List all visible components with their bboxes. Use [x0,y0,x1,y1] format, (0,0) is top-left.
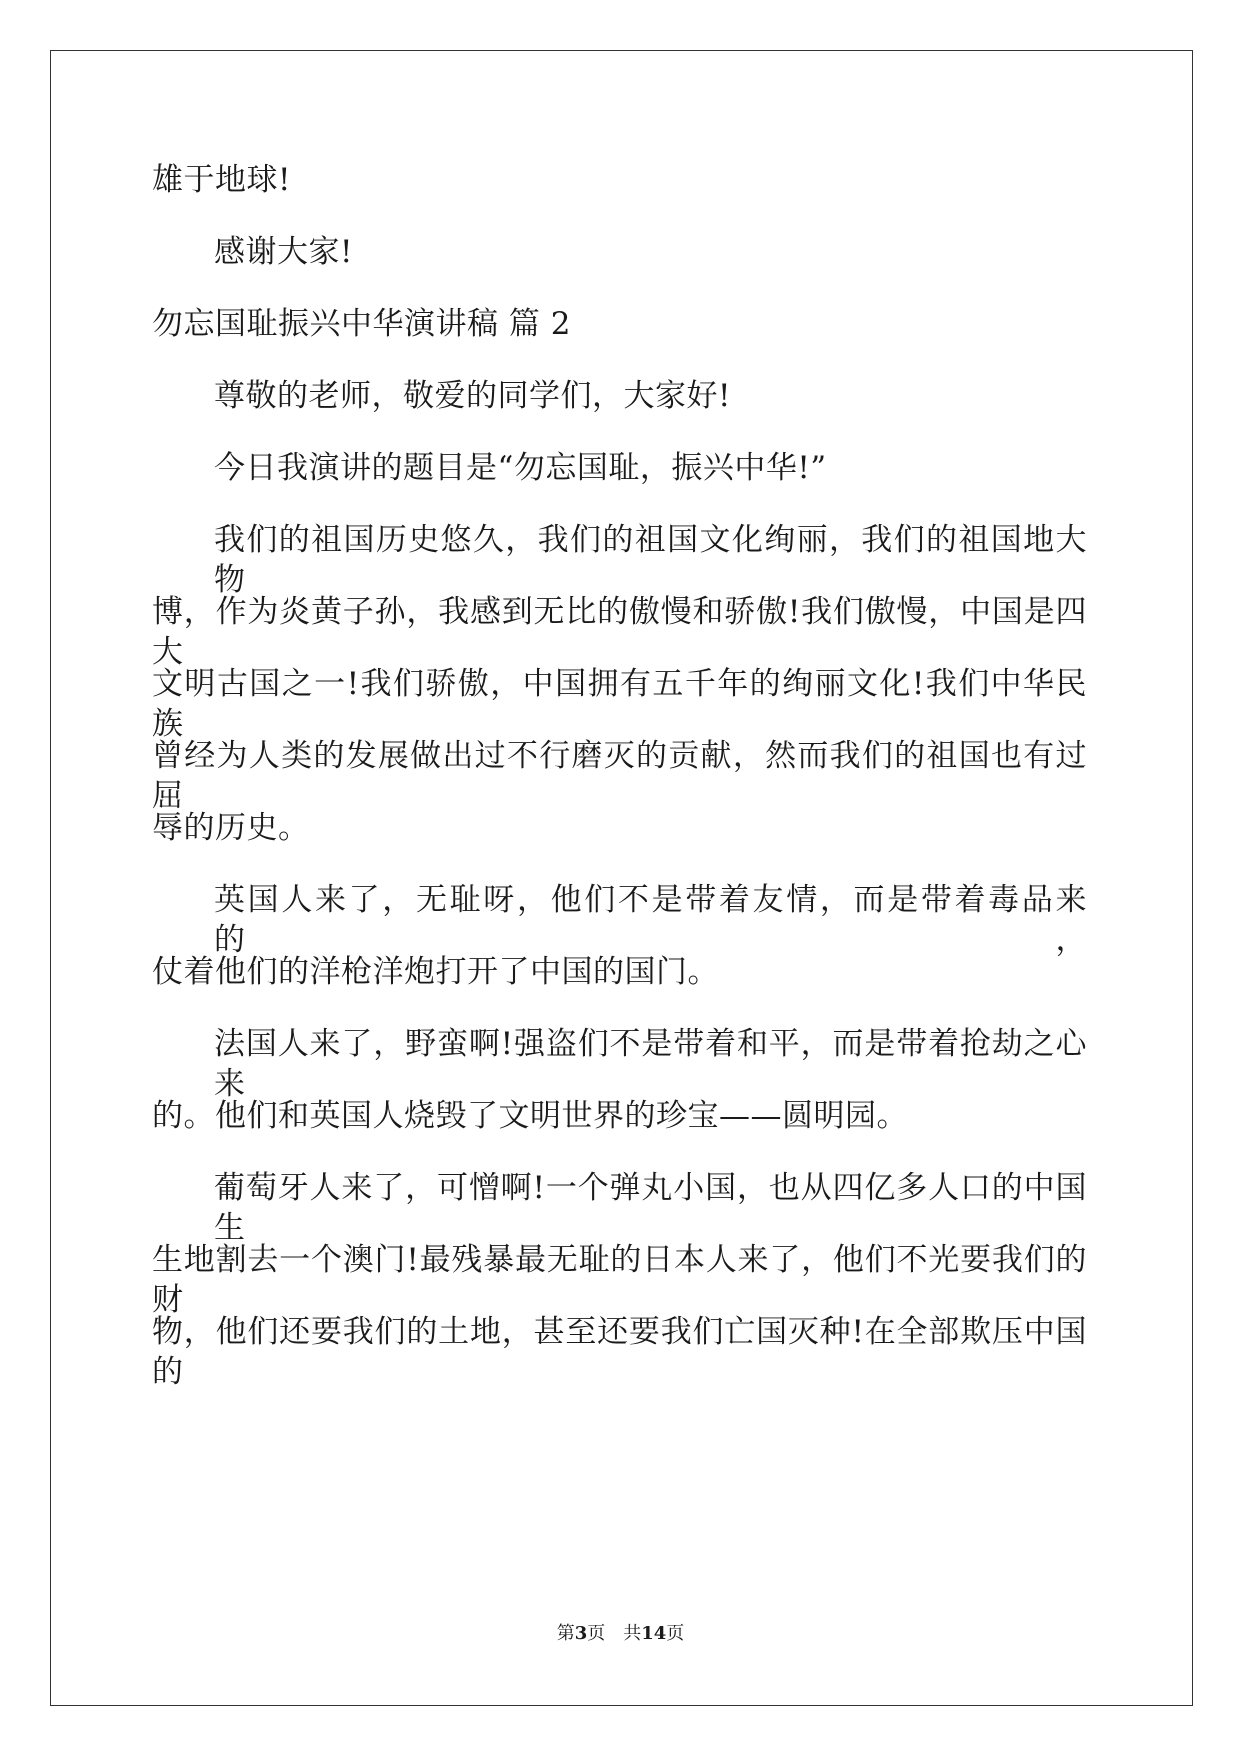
page-footer [0,1622,1241,1646]
footer-page-prefix: 第 [556,1623,575,1644]
footer-total-prefix: 共 [623,1623,642,1644]
text-line: 今日我演讲的题目是“勿忘国耻，振兴中华!” [214,450,827,486]
text-line: 尊敬的老师，敬爱的同学们，大家好! [214,378,731,414]
footer-total-suffix: 页 [666,1623,685,1644]
section-heading: 勿忘国耻振兴中华演讲稿 篇 2 [152,306,571,342]
text-line: 法国人来了，野蛮啊!强盗们不是带着和平，而是带着抢劫之心来 [214,1026,1087,1102]
text-line: 我们的祖国历史悠久，我们的祖国文化绚丽，我们的祖国地大物 [214,522,1087,598]
footer-page-total: 14 [641,1623,667,1644]
text-line: 的。他们和英国人烧毁了文明世界的珍宝——圆明园。 [152,1098,908,1134]
text-line: 葡萄牙人来了，可憎啊!一个弹丸小国，也从四亿多人口的中国生 [214,1170,1087,1246]
text-line: 仗着他们的洋枪洋炮打开了中国的国门。 [152,954,719,990]
footer-page-suffix: 页 [587,1623,606,1644]
text-line: 生地割去一个澳门!最残暴最无耻的日本人来了，他们不光要我们的财 [152,1242,1087,1318]
footer-page-current: 3 [574,1623,588,1644]
text-line: 文明古国之一!我们骄傲，中国拥有五千年的绚丽文化!我们中华民族 [152,666,1087,742]
text-line: 感谢大家! [214,234,353,270]
text-line: 博，作为炎黄子孙，我感到无比的傲慢和骄傲!我们傲慢，中国是四大 [152,594,1087,670]
page-border [50,50,1193,1706]
text-line: 辱的历史。 [152,810,310,846]
text-line: 雄于地球! [152,162,291,198]
text-line: 曾经为人类的发展做出过不行磨灭的贡献，然而我们的祖国也有过屈 [152,738,1087,814]
text-line: 英国人来了，无耻呀，他们不是带着友情，而是带着毒品来的， [214,882,1087,958]
text-line: 物，他们还要我们的土地，甚至还要我们亡国灭种!在全部欺压中国的 [152,1314,1087,1390]
